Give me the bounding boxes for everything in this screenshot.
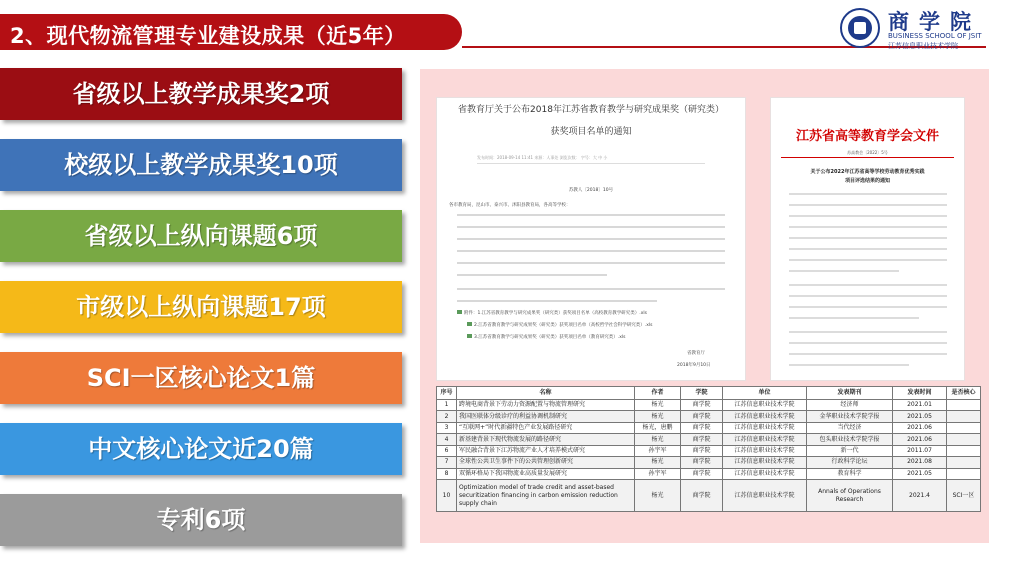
achievement-label: 校级以上教学成果奖10项	[64, 151, 338, 179]
table-cell: 2011.07	[893, 445, 947, 456]
table-cell: 商学院	[681, 457, 723, 468]
achievement-bar	[0, 423, 402, 475]
table-cell: 杨光	[635, 457, 681, 468]
table-cell: 杨光	[635, 400, 681, 411]
table-row	[437, 422, 981, 433]
table-cell: 杨光	[635, 434, 681, 445]
table-cell: 10	[437, 480, 457, 512]
doc2-text-line	[789, 295, 947, 297]
doc1-attachment-1[interactable]: 附件：1.江苏省教育教学与研究成果奖（研究类）获奖项目名单（高校教育教学研究类）.xls	[457, 310, 647, 316]
school-logo-english: BUSINESS SCHOOL OF JSIT	[888, 32, 982, 40]
table-cell	[947, 422, 981, 433]
table-cell: 新基建背景下现代物流发展的路径研究	[457, 434, 635, 445]
doc2-text-line	[789, 342, 947, 344]
doc1-text-line	[457, 250, 725, 252]
doc1-text-line	[457, 226, 725, 228]
table-cell: 商学院	[681, 434, 723, 445]
doc1-attachment-2[interactable]: 2.江苏省教育教学与研究成果奖（研究类）获奖项目名单（高校哲学社会科学研究类）.xls	[467, 322, 652, 328]
doc1-address: 各市教育局，昆山市、泰兴市、沭阳县教育局，各高等学校：	[449, 203, 571, 208]
table-cell: 江苏信息职业技术学院	[723, 457, 807, 468]
doc2-text-line	[789, 204, 947, 206]
table-cell: 2021.05	[893, 468, 947, 479]
table-row	[437, 400, 981, 411]
table-cell: 军民融合背景下江苏物流产业人才培养模式研究	[457, 445, 635, 456]
table-cell: 3	[437, 422, 457, 433]
doc1-text-line	[457, 262, 725, 264]
achievement-bar	[0, 352, 402, 404]
table-header-cell: 单位	[723, 387, 807, 400]
doc1-text-line	[457, 214, 725, 216]
table-cell	[947, 468, 981, 479]
table-cell	[947, 411, 981, 422]
doc2-text-line	[789, 353, 947, 355]
school-logo-name: 商学院	[888, 10, 981, 34]
table-row	[437, 445, 981, 456]
table-cell: SCI一区	[947, 480, 981, 512]
table-header-cell: 学院	[681, 387, 723, 400]
doc2-title-line1: 关于公布2022年江苏省高等学校劳动教育优秀实践	[810, 169, 925, 175]
doc2-text-line	[789, 306, 947, 308]
attachment-icon	[467, 322, 472, 326]
doc1-attachment-3[interactable]: 3.江苏省教育教学与研究成果奖（研究类）获奖项目名单（教育研究类）.xls	[467, 334, 625, 340]
table-cell: 商学院	[681, 445, 723, 456]
section-title-bar	[0, 14, 462, 50]
table-cell	[947, 457, 981, 468]
table-cell: 杨光	[635, 411, 681, 422]
table-cell: 2021.08	[893, 457, 947, 468]
doc1-doc-number: 苏教人〔2018〕10号	[568, 188, 614, 193]
table-header-cell: 名称	[457, 387, 635, 400]
table-header-cell: 是否核心	[947, 387, 981, 400]
table-cell: 杨光，唐鹏	[635, 422, 681, 433]
section-title: 2、现代物流管理专业建设成果（近5年）	[10, 24, 406, 48]
achievement-label: 市级以上纵向课题17项	[76, 293, 326, 321]
doc2-text-line	[789, 331, 947, 333]
achievement-label: SCI一区核心论文1篇	[86, 364, 316, 392]
table-cell: 2021.4	[893, 480, 947, 512]
doc1-text-line	[457, 274, 607, 276]
table-cell: 江苏信息职业技术学院	[723, 445, 807, 456]
school-logo-chinese: 江苏信息职业技术学院	[888, 42, 958, 50]
table-cell	[947, 434, 981, 445]
table-cell: 商学院	[681, 468, 723, 479]
doc1-text-line	[457, 288, 725, 290]
doc1-title-line1: 省教育厅关于公布2018年江苏省教育教学与研究成果奖（研究类）	[458, 105, 724, 115]
achievement-label: 专利6项	[156, 506, 246, 534]
doc1-signature: 省教育厅	[687, 351, 705, 356]
table-cell: 全球性公共卫生事件下的公共管理创新研究	[457, 457, 635, 468]
table-cell: 新一代	[807, 445, 893, 456]
table-cell: 行政科学论坛	[807, 457, 893, 468]
table-cell: 6	[437, 445, 457, 456]
table-cell: 商学院	[681, 400, 723, 411]
achievement-bar	[0, 68, 402, 120]
doc2-text-line	[789, 226, 947, 228]
table-cell: 孙宇军	[635, 468, 681, 479]
doc1-meta: 发布时间：2018-09-14 11:41 来源：人事处 浏览次数： 字号：大 中 小	[477, 155, 705, 164]
achievement-bar	[0, 139, 402, 191]
table-cell: 经济师	[807, 400, 893, 411]
achievement-label: 中文核心论文近20篇	[88, 435, 314, 463]
table-cell: 7	[437, 457, 457, 468]
table-cell: 商学院	[681, 411, 723, 422]
table-header-cell: 发表时间	[893, 387, 947, 400]
table-row	[437, 434, 981, 445]
table-body	[437, 400, 981, 512]
table-cell: 金华职业技术学院学报	[807, 411, 893, 422]
table-cell: 4	[437, 434, 457, 445]
table-cell: 2021.05	[893, 411, 947, 422]
achievement-label: 省级以上纵向课题6项	[84, 222, 318, 250]
doc2-text-line	[789, 364, 909, 366]
table-cell: Optimization model of trade credit and asset-based securitization financing in carbon emission reduction supply chain	[457, 480, 635, 512]
table-cell: 1	[437, 400, 457, 411]
achievement-bar	[0, 281, 402, 333]
table-cell: 包头职业技术学院学报	[807, 434, 893, 445]
table-header-row	[437, 387, 981, 400]
table-cell: 8	[437, 468, 457, 479]
doc2-text-line	[789, 270, 899, 272]
attachment-icon	[467, 334, 472, 338]
table-cell: 双循环格局下我国物流业高质量发展研究	[457, 468, 635, 479]
doc2-doc-number: 苏高教会〔2022〕5号	[847, 150, 888, 155]
table-cell: 江苏信息职业技术学院	[723, 422, 807, 433]
achievement-label: 省级以上教学成果奖2项	[72, 80, 330, 108]
table-cell	[947, 400, 981, 411]
doc2-text-line	[789, 284, 947, 286]
table-cell: 当代经济	[807, 422, 893, 433]
school-seal-icon	[840, 8, 880, 48]
doc2-text-line	[789, 248, 947, 250]
achievement-bar	[0, 494, 402, 546]
doc2-header: 江苏省高等教育学会文件	[795, 129, 939, 144]
table-cell: 2021.06	[893, 422, 947, 433]
doc2-title-line2: 项目评选结果的通知	[844, 178, 890, 184]
association-notice-document	[770, 97, 965, 381]
table-header-cell: 作者	[635, 387, 681, 400]
doc1-text-line	[457, 300, 657, 302]
table-cell	[947, 445, 981, 456]
table-cell: 商学院	[681, 422, 723, 433]
table-cell: 江苏信息职业技术学院	[723, 411, 807, 422]
doc2-text-line	[789, 317, 919, 319]
achievement-bar	[0, 210, 402, 262]
table-cell: 孙宇军	[635, 445, 681, 456]
table-cell: 江苏信息职业技术学院	[723, 434, 807, 445]
table-cell: 江苏信息职业技术学院	[723, 480, 807, 512]
table-header-cell: 序号	[437, 387, 457, 400]
table-cell: 跨境电商背景下劳动力资源配置与物流管理研究	[457, 400, 635, 411]
table-cell: 杨光	[635, 480, 681, 512]
table-cell: 我国医联体分级诊疗的利益协调机制研究	[457, 411, 635, 422]
table-cell: 江苏信息职业技术学院	[723, 468, 807, 479]
doc2-red-divider	[781, 157, 954, 158]
table-cell: 2021.06	[893, 434, 947, 445]
table-cell: 教育科学	[807, 468, 893, 479]
table-row	[437, 480, 981, 512]
doc1-title-line2: 获奖项目名单的通知	[550, 127, 632, 137]
papers-table	[436, 386, 981, 512]
doc2-text-line	[789, 237, 947, 239]
doc1-date: 2018年9月10日	[677, 363, 711, 368]
table-cell: 2021.01	[893, 400, 947, 411]
table-row	[437, 457, 981, 468]
table-cell: 江苏信息职业技术学院	[723, 400, 807, 411]
doc2-text-line	[789, 259, 947, 261]
table-cell: 商学院	[681, 480, 723, 512]
table-header-cell: 发表期刊	[807, 387, 893, 400]
table-row	[437, 411, 981, 422]
table-cell: 2	[437, 411, 457, 422]
table-row	[437, 468, 981, 479]
attachment-icon	[457, 310, 462, 314]
table-cell: Annals of Operations Research	[807, 480, 893, 512]
doc1-text-line	[457, 238, 725, 240]
doc2-text-line	[789, 193, 947, 195]
table-cell: “互联网+”时代新疆特色产业发展路径研究	[457, 422, 635, 433]
doc2-text-line	[789, 215, 947, 217]
award-notice-document	[436, 97, 746, 381]
